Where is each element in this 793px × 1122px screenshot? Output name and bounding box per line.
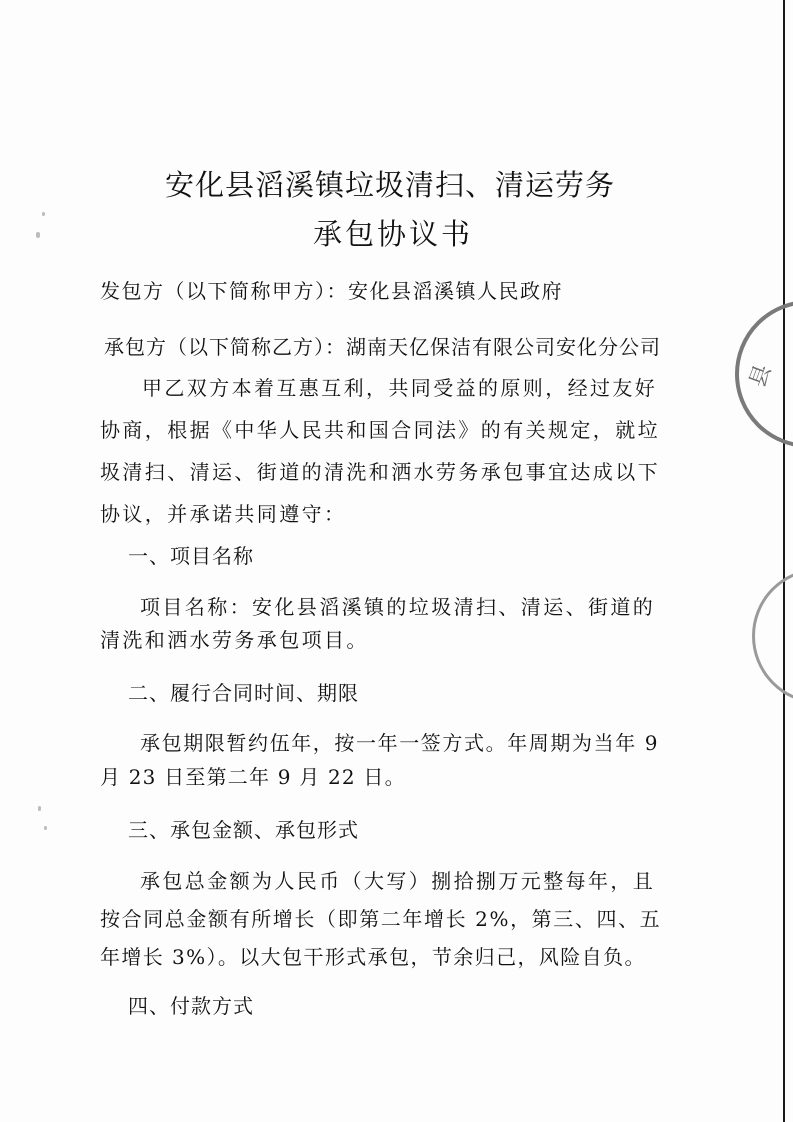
section-2-line-2: 月 23 日至第二年 9 月 22 日。	[100, 765, 406, 789]
section-3-line-1: 承包总金额为人民币（大写）捌拾捌万元整每年，且	[140, 869, 656, 893]
party-a-line: 发包方（以下简称甲方）：安化县滔溪镇人民政府	[100, 279, 563, 303]
scan-speck	[36, 232, 40, 238]
intro-line-3: 圾清扫、清运、街道的清洗和洒水劳务承包事宜达成以下	[100, 460, 660, 484]
scan-right-edge	[783, 0, 785, 1122]
scan-speck	[44, 826, 47, 830]
intro-line-2: 协商，根据《中华人民共和国合同法》的有关规定，就垃	[100, 418, 660, 442]
document-title-line1: 安化县滔溪镇垃圾清扫、清运劳务	[165, 168, 616, 202]
stamp-fragment-lower	[752, 568, 793, 704]
stamp-fragment-char: 县	[745, 361, 777, 391]
intro-line-4: 协议，并承诺共同遵守：	[100, 502, 347, 526]
section-2-line-1: 承包期限暂约伍年，按一年一签方式。年周期为当年 9	[140, 731, 660, 755]
section-3-line-3: 年增长 3%）。以大包干形式承包，节余归己，风险自负。	[100, 945, 646, 969]
section-4-heading: 四、付款方式	[128, 994, 254, 1018]
section-1-heading: 一、项目名称	[128, 544, 254, 568]
section-1-line-1: 项目名称：安化县滔溪镇的垃圾清扫、清运、街道的	[140, 595, 656, 619]
party-b-line: 承包方（以下简称乙方）：湖南天亿保洁有限公司安化分公司	[104, 335, 661, 359]
scan-speck	[38, 806, 41, 811]
section-3-line-2: 按合同总金额有所增长（即第二年增长 2%，第三、四、五	[100, 907, 662, 931]
intro-line-1: 甲乙双方本着互惠互利，共同受益的原则，经过友好	[142, 376, 658, 400]
document-title-line2: 承包协议书	[313, 217, 474, 251]
section-3-heading: 三、承包金额、承包形式	[128, 818, 359, 842]
scan-speck	[42, 212, 45, 216]
section-2-heading: 二、履行合同时间、期限	[128, 681, 359, 705]
section-1-line-2: 清洗和洒水劳务承包项目。	[100, 628, 369, 652]
